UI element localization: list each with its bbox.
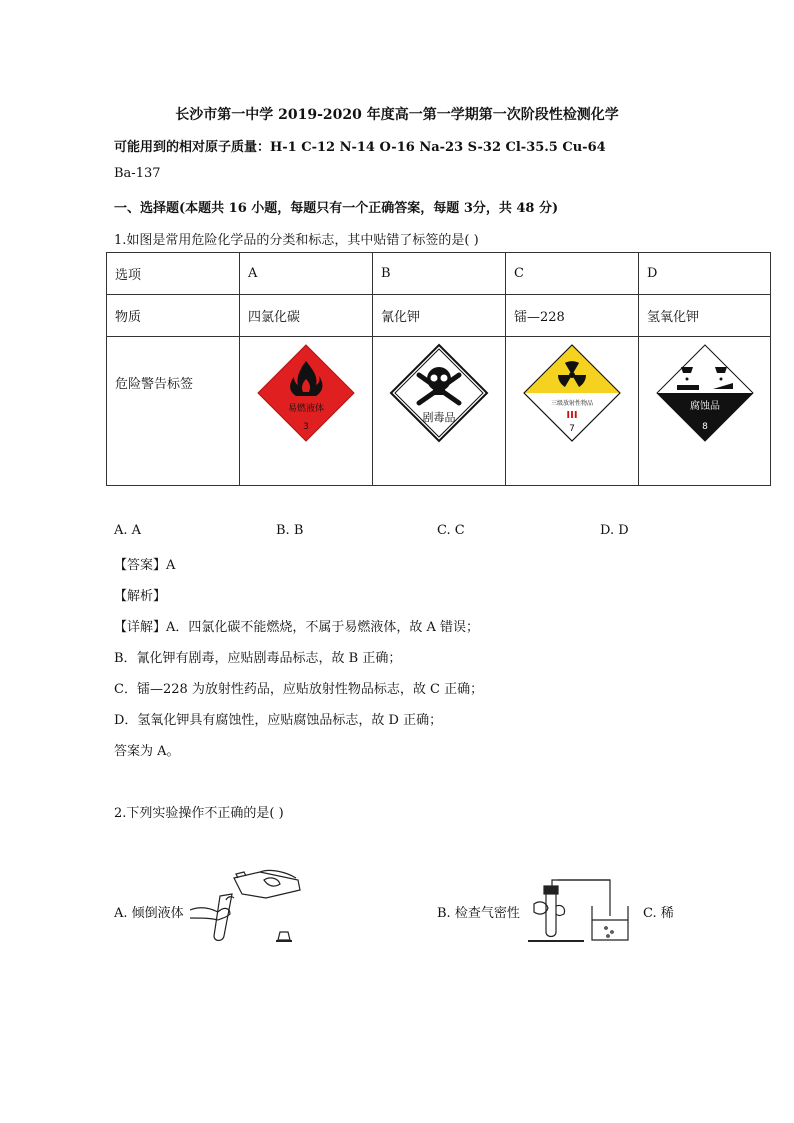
table-cell: 选项 xyxy=(107,253,240,295)
answer-line: 【答案】A xyxy=(114,558,176,573)
q2-option-b-label: B. 检查气密性 xyxy=(437,906,520,921)
svg-text:7: 7 xyxy=(569,424,575,434)
table-cell: D xyxy=(639,253,771,295)
section-heading: 一、选择题(本题共 16 小题，每题只有一个正确答案，每题 3分，共 48 分) xyxy=(114,201,559,216)
option-a: A. A xyxy=(114,523,142,538)
table-cell: 危险警告标签 xyxy=(107,337,240,486)
q2-option-c-label: C. 稀 xyxy=(643,906,674,921)
detail-line: 答案为 A。 xyxy=(114,744,180,759)
table-cell xyxy=(506,337,639,486)
svg-text:腐蚀品: 腐蚀品 xyxy=(689,401,720,412)
table-cell xyxy=(639,337,771,486)
option-d: D. D xyxy=(600,523,629,538)
analysis-heading: 【解析】 xyxy=(114,589,167,604)
option-b: B. B xyxy=(276,523,304,538)
detail-line: D．氢氧化钾具有腐蚀性，应贴腐蚀品标志，故 D 正确； xyxy=(114,713,443,728)
toxic-sign xyxy=(389,343,489,443)
atomic-mass-line-continued: Ba-137 xyxy=(114,166,161,181)
table-cell: 物质 xyxy=(107,295,240,337)
svg-text:三级放射性物品: 三级放射性物品 xyxy=(550,400,594,407)
atomic-mass-line: 可能用到的相对原子质量：H-1 C-12 N-14 O-16 Na-23 S-32 Cl-35.5 Cu-64 xyxy=(114,140,606,155)
table-cell: 镭—228 xyxy=(506,295,639,337)
option-c: C. C xyxy=(437,523,465,538)
table-cell: 氢氧化钾 xyxy=(639,295,771,337)
svg-text:3: 3 xyxy=(303,422,309,432)
airtightness-check-icon xyxy=(528,876,638,946)
svg-text:易燃液体: 易燃液体 xyxy=(287,404,325,414)
table-cell xyxy=(240,337,373,486)
table-cell xyxy=(373,337,506,486)
detail-line: 【详解】A．四氯化碳不能燃烧，不属于易燃液体，故 A 错误； xyxy=(114,620,480,635)
question-2-stem: 2.下列实验操作不正确的是( ) xyxy=(114,806,284,821)
table-cell: 四氯化碳 xyxy=(240,295,373,337)
question-1-stem: 1.如图是常用危险化学品的分类和标志，其中贴错了标签的是( ) xyxy=(114,233,479,248)
radioactive-sign xyxy=(522,343,622,443)
table-cell: B xyxy=(373,253,506,295)
document-title: 长沙市第一中学 2019-2020 年度高一第一学期第一次阶段性检测化学 xyxy=(175,107,619,123)
corrosive-sign xyxy=(655,343,755,443)
detail-line: B．氰化钾有剧毒，应贴剧毒品标志，故 B 正确； xyxy=(114,651,402,666)
flammable-liquid-sign xyxy=(256,343,356,443)
table-cell: 氰化钾 xyxy=(373,295,506,337)
table-cell: A xyxy=(240,253,373,295)
detail-line: C．镭—228 为放射性药品，应贴放射性物品标志，故 C 正确； xyxy=(114,682,484,697)
svg-text:8: 8 xyxy=(701,422,708,432)
svg-text:剧毒品: 剧毒品 xyxy=(422,411,456,424)
svg-text:III: III xyxy=(566,410,578,421)
hazard-label-table xyxy=(106,252,771,486)
table-cell: C xyxy=(506,253,639,295)
pouring-liquid-icon xyxy=(190,866,310,948)
q2-option-a-label: A. 倾倒液体 xyxy=(114,906,184,921)
